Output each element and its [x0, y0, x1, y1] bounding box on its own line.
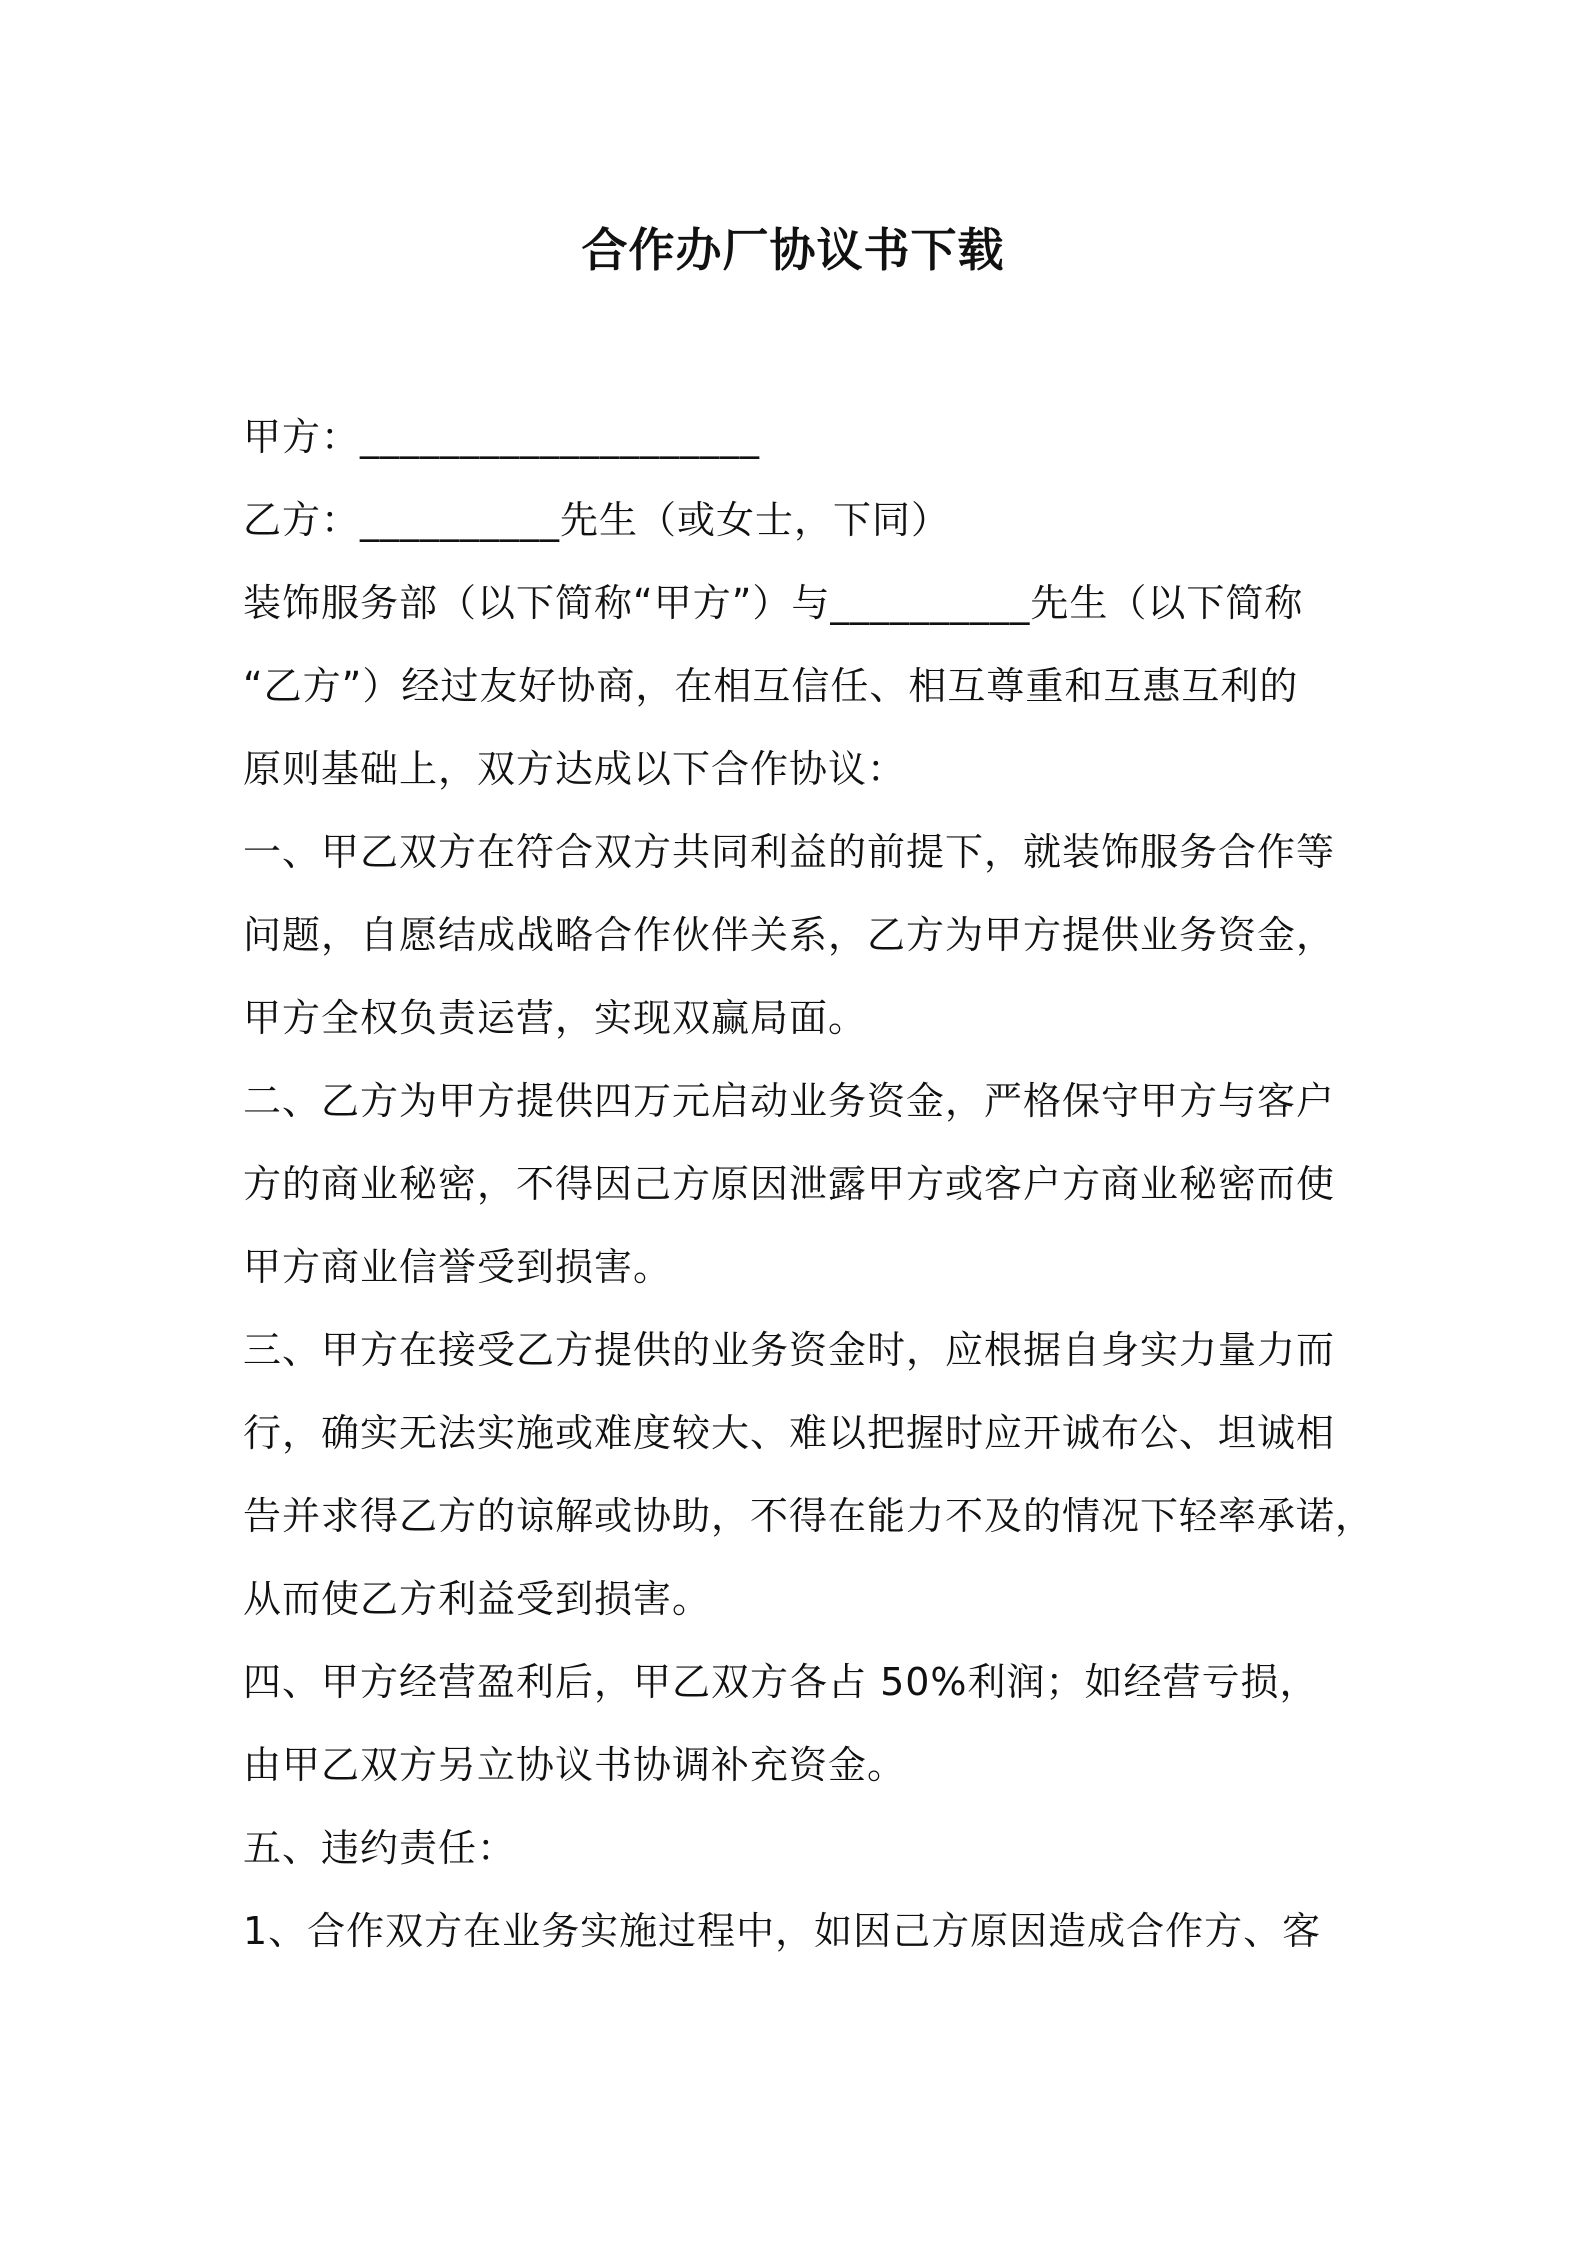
- paragraph-line: 装饰服务部（以下简称“甲方”）与__________先生（以下简称: [243, 581, 1304, 625]
- party-a-line: 甲方：____________________: [243, 415, 761, 459]
- clause-1-line: 甲方全权负责运营，实现双赢局面。: [243, 996, 868, 1040]
- document-body: [243, 396, 1373, 1973]
- clause-1-line: 问题，自愿结成战略合作伙伴关系，乙方为甲方提供业务资金，: [243, 913, 1336, 957]
- clause-3-line: 从而使乙方利益受到损害。: [243, 1577, 712, 1621]
- clause-5-heading: 五、违约责任：: [243, 1826, 517, 1870]
- clause-2-line: 方的商业秘密，不得因己方原因泄露甲方或客户方商业秘密而使: [243, 1162, 1336, 1206]
- clause-1-line: 一、甲乙双方在符合双方共同利益的前提下，就装饰服务合作等: [243, 830, 1336, 874]
- clause-2-line: 二、乙方为甲方提供四万元启动业务资金，严格保守甲方与客户: [243, 1079, 1336, 1123]
- paragraph-line: 原则基础上，双方达成以下合作协议：: [243, 747, 907, 791]
- clause-5-item-line: 1、合作双方在业务实施过程中，如因己方原因造成合作方、客: [243, 1909, 1322, 1953]
- clause-3-line: 三、甲方在接受乙方提供的业务资金时，应根据自身实力量力而: [243, 1328, 1336, 1372]
- clause-3-line: 行，确实无法实施或难度较大、难以把握时应开诚布公、坦诚相: [243, 1411, 1336, 1455]
- clause-2-line: 甲方商业信誉受到损害。: [243, 1245, 673, 1289]
- clause-3-line: 告并求得乙方的谅解或协助，不得在能力不及的情况下轻率承诺，: [243, 1494, 1375, 1538]
- clause-4-line: 四、甲方经营盈利后，甲乙双方各占 50%利润；如经营亏损，: [243, 1660, 1319, 1704]
- paragraph-line: “乙方”）经过友好协商，在相互信任、相互尊重和互惠互利的: [243, 664, 1299, 708]
- party-b-line: 乙方：__________先生（或女士，下同）: [243, 498, 951, 542]
- clause-4-line: 由甲乙双方另立协议书协调补充资金。: [243, 1743, 907, 1787]
- document-title: 合作办厂协议书下载: [581, 223, 1005, 277]
